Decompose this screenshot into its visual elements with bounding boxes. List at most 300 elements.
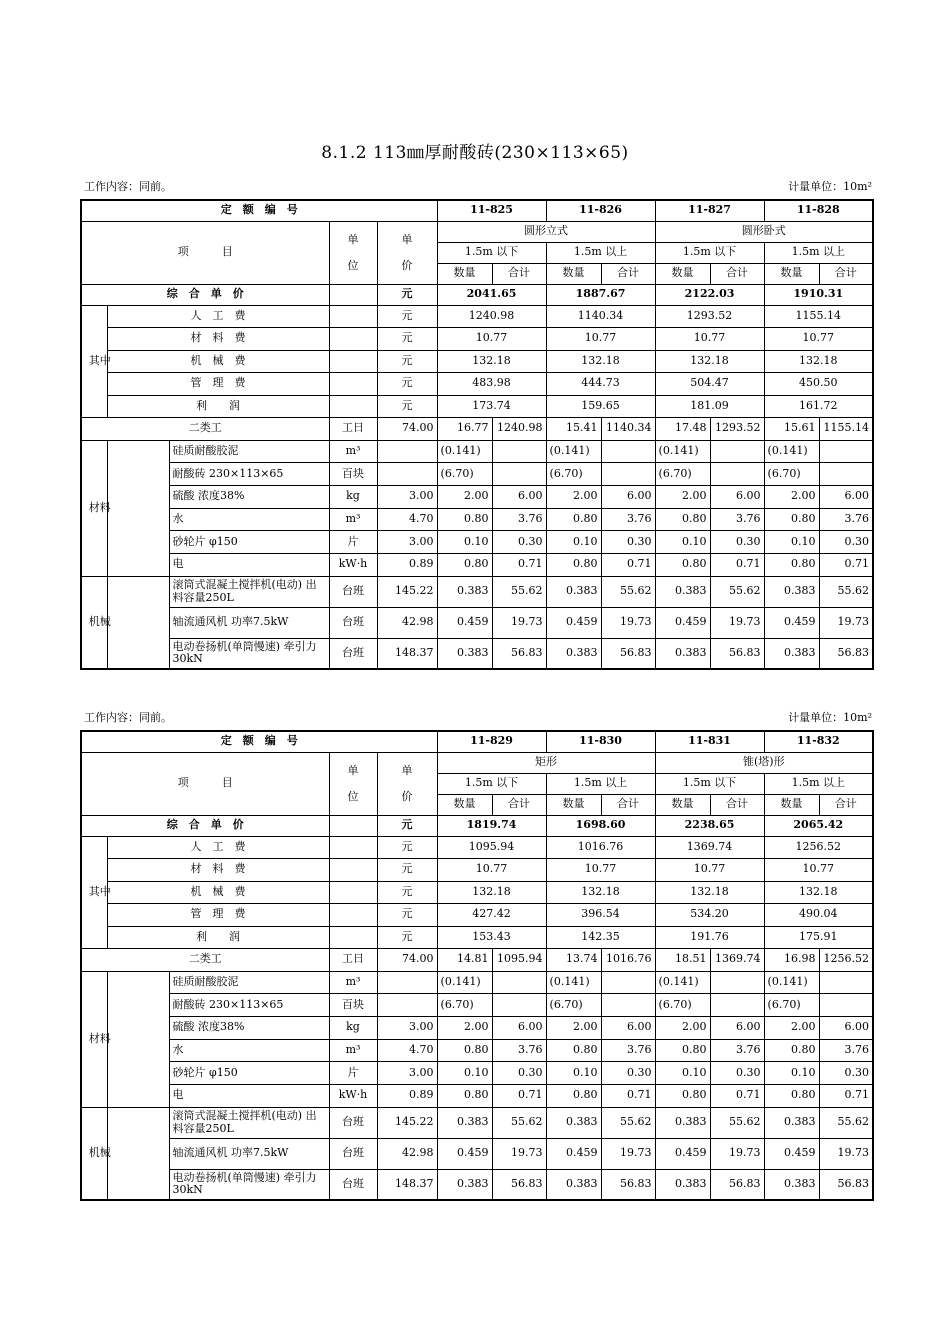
machine-qty: 0.383 [546, 638, 601, 669]
cost-unit: 元 [377, 926, 437, 949]
material-qty: (0.141) [437, 971, 492, 994]
material-qty: 0.80 [437, 553, 492, 576]
cost-material-value: 10.77 [764, 328, 873, 351]
worker-total: 1240.98 [492, 418, 546, 441]
material-name: 耐酸砖 230×113×65 [169, 463, 329, 486]
material-total: 3.76 [492, 508, 546, 531]
cost-material-value: 10.77 [546, 328, 655, 351]
qty-header: 数量 [655, 263, 710, 284]
machine-total: 56.83 [492, 638, 546, 669]
qty-header: 数量 [764, 263, 819, 284]
worker-qty: 14.81 [437, 949, 492, 972]
worker-total: 1155.14 [819, 418, 873, 441]
material-unit: 百块 [329, 463, 377, 486]
machine-name: 滚筒式混凝土搅拌机(电动) 出料容量250L [169, 1107, 329, 1138]
materials-group-label: 材料 [81, 971, 107, 1107]
material-qty: 0.10 [546, 1062, 601, 1085]
cost-profit-value: 161.72 [764, 395, 873, 418]
cost-spacer [329, 328, 377, 351]
machines-group-label: 机械 [81, 1107, 107, 1200]
materials-spacer [107, 971, 169, 1107]
cost-labor-label: 人 工 费 [107, 305, 329, 328]
machine-total: 19.73 [710, 607, 764, 638]
machine-qty: 0.383 [546, 576, 601, 607]
cost-unit: 元 [377, 904, 437, 927]
cost-profit-value: 175.91 [764, 926, 873, 949]
machine-total: 55.62 [492, 576, 546, 607]
material-qty: 0.10 [655, 531, 710, 554]
material-total [710, 994, 764, 1017]
material-total: 0.30 [601, 531, 655, 554]
worker-qty: 13.74 [546, 949, 601, 972]
cost-machine-value: 132.18 [655, 881, 764, 904]
machine-price: 145.22 [377, 1107, 437, 1138]
material-total [601, 440, 655, 463]
machine-unit: 台班 [329, 1169, 377, 1200]
material-qty: 0.80 [437, 1084, 492, 1107]
machine-qty: 0.383 [764, 638, 819, 669]
material-name: 水 [169, 1039, 329, 1062]
cost-material-label: 材 料 费 [107, 859, 329, 882]
machine-total: 55.62 [710, 1107, 764, 1138]
material-total [492, 971, 546, 994]
height-header: 1.5m 以下 [437, 773, 546, 794]
comp-price-value: 2041.65 [437, 284, 546, 305]
material-qty: 0.10 [546, 531, 601, 554]
material-qty: 0.80 [546, 553, 601, 576]
machine-qty: 0.383 [655, 1169, 710, 1200]
quota-code: 11-827 [655, 200, 764, 221]
quota-table [80, 730, 874, 1201]
comp-price-unit: 元 [377, 815, 437, 836]
cost-management-value: 427.42 [437, 904, 546, 927]
machine-total: 55.62 [710, 576, 764, 607]
cost-profit-value: 173.74 [437, 395, 546, 418]
quota-code: 11-829 [437, 731, 546, 752]
machine-qty: 0.383 [655, 1107, 710, 1138]
machine-qty: 0.383 [546, 1107, 601, 1138]
cost-profit-value: 153.43 [437, 926, 546, 949]
material-total: 3.76 [601, 508, 655, 531]
materials-spacer [107, 440, 169, 576]
material-qty: 2.00 [437, 1016, 492, 1039]
cost-material-label: 材 料 费 [107, 328, 329, 351]
cost-material-value: 10.77 [655, 859, 764, 882]
material-qty: (0.141) [655, 440, 710, 463]
material-qty: 2.00 [655, 485, 710, 508]
material-qty: 0.80 [655, 1039, 710, 1062]
material-total [492, 463, 546, 486]
cost-spacer [329, 305, 377, 328]
unit-header: 单位 [329, 221, 377, 284]
material-name: 硫酸 浓度38% [169, 485, 329, 508]
material-unit: kW·h [329, 1084, 377, 1107]
material-total: 0.30 [601, 1062, 655, 1085]
machine-qty: 0.383 [546, 1169, 601, 1200]
worker-total: 1256.52 [819, 949, 873, 972]
total-header: 合计 [819, 263, 873, 284]
cost-profit-value: 191.76 [655, 926, 764, 949]
material-total [601, 463, 655, 486]
material-unit: 百块 [329, 994, 377, 1017]
material-name: 硅质耐酸胶泥 [169, 971, 329, 994]
machine-total: 56.83 [819, 1169, 873, 1200]
cost-machine-value: 132.18 [764, 350, 873, 373]
cost-spacer [329, 881, 377, 904]
material-total: 3.76 [710, 1039, 764, 1062]
worker-label: 二类工 [81, 949, 329, 972]
material-unit: 片 [329, 531, 377, 554]
material-total [819, 971, 873, 994]
material-total [601, 994, 655, 1017]
machine-total: 55.62 [601, 1107, 655, 1138]
machine-qty: 0.383 [437, 1107, 492, 1138]
machine-qty: 0.459 [655, 1138, 710, 1169]
worker-total: 1369.74 [710, 949, 764, 972]
cost-machine-value: 132.18 [764, 881, 873, 904]
comp-price-value: 2065.42 [764, 815, 873, 836]
total-header: 合计 [601, 794, 655, 815]
cost-management-value: 490.04 [764, 904, 873, 927]
cost-spacer [329, 859, 377, 882]
material-unit: kW·h [329, 553, 377, 576]
material-unit: kg [329, 485, 377, 508]
machine-total: 56.83 [819, 638, 873, 669]
machine-qty: 0.459 [546, 607, 601, 638]
material-total [710, 463, 764, 486]
price-header: 单价 [377, 752, 437, 815]
material-qty: 0.80 [764, 553, 819, 576]
machine-qty: 0.383 [764, 576, 819, 607]
worker-qty: 15.41 [546, 418, 601, 441]
material-qty: 0.80 [437, 508, 492, 531]
material-total: 6.00 [601, 1016, 655, 1039]
machine-total: 56.83 [492, 1169, 546, 1200]
total-header: 合计 [710, 263, 764, 284]
item-header: 项 目 [81, 221, 329, 284]
worker-total: 1095.94 [492, 949, 546, 972]
qizhong-label: 其中 [81, 836, 107, 949]
worker-unit: 工日 [329, 418, 377, 441]
cost-spacer [329, 836, 377, 859]
cost-management-value: 396.54 [546, 904, 655, 927]
material-price [377, 971, 437, 994]
machines-spacer [107, 1107, 169, 1200]
material-price: 3.00 [377, 1016, 437, 1039]
material-total [819, 994, 873, 1017]
machine-qty: 0.383 [764, 1107, 819, 1138]
cost-labor-value: 1016.76 [546, 836, 655, 859]
machine-total: 56.83 [601, 1169, 655, 1200]
quota-code: 11-832 [764, 731, 873, 752]
material-total: 3.76 [710, 508, 764, 531]
machines-group-label: 机械 [81, 576, 107, 669]
material-qty: 0.80 [764, 1039, 819, 1062]
comp-price-value: 2238.65 [655, 815, 764, 836]
material-total: 0.71 [819, 553, 873, 576]
material-total: 3.76 [819, 508, 873, 531]
unit-note: 计量单位：10m² [788, 711, 872, 724]
machine-name: 电动卷扬机(单筒慢速) 牵引力30kN [169, 638, 329, 669]
material-total [819, 440, 873, 463]
total-header: 合计 [492, 794, 546, 815]
cost-labor-value: 1140.34 [546, 305, 655, 328]
material-qty: 0.80 [655, 1084, 710, 1107]
material-total [710, 971, 764, 994]
cost-material-value: 10.77 [764, 859, 873, 882]
material-total: 0.71 [710, 553, 764, 576]
material-total: 0.71 [492, 553, 546, 576]
height-header: 1.5m 以下 [655, 773, 764, 794]
material-name: 水 [169, 508, 329, 531]
machine-total: 56.83 [601, 638, 655, 669]
material-total: 0.71 [819, 1084, 873, 1107]
material-price: 3.00 [377, 485, 437, 508]
materials-group-label: 材料 [81, 440, 107, 576]
machine-qty: 0.383 [437, 576, 492, 607]
material-qty: 0.10 [437, 531, 492, 554]
material-total: 0.71 [601, 553, 655, 576]
worker-qty: 18.51 [655, 949, 710, 972]
cost-unit: 元 [377, 350, 437, 373]
cost-labor-value: 1240.98 [437, 305, 546, 328]
comp-price-unit-spacer [329, 815, 377, 836]
material-qty: (6.70) [437, 463, 492, 486]
material-price [377, 463, 437, 486]
machines-spacer [107, 576, 169, 669]
cost-unit: 元 [377, 881, 437, 904]
machine-total: 19.73 [492, 1138, 546, 1169]
material-unit: kg [329, 1016, 377, 1039]
material-total: 0.30 [710, 1062, 764, 1085]
material-total: 0.30 [492, 1062, 546, 1085]
worker-label: 二类工 [81, 418, 329, 441]
material-qty: (6.70) [546, 994, 601, 1017]
qty-header: 数量 [546, 263, 601, 284]
material-price: 3.00 [377, 531, 437, 554]
price-header: 单价 [377, 221, 437, 284]
cost-profit-value: 181.09 [655, 395, 764, 418]
qty-header: 数量 [437, 794, 492, 815]
machine-total: 55.62 [819, 1107, 873, 1138]
quota-code: 11-830 [546, 731, 655, 752]
worker-qty: 17.48 [655, 418, 710, 441]
cost-spacer [329, 904, 377, 927]
quota-table [80, 199, 874, 670]
machine-total: 55.62 [601, 576, 655, 607]
height-header: 1.5m 以上 [546, 242, 655, 263]
machine-qty: 0.383 [655, 638, 710, 669]
comp-price-unit: 元 [377, 284, 437, 305]
material-total: 6.00 [601, 485, 655, 508]
machine-qty: 0.459 [655, 607, 710, 638]
machine-name: 轴流通风机 功率7.5kW [169, 1138, 329, 1169]
material-qty: (6.70) [764, 994, 819, 1017]
cost-machine-value: 132.18 [655, 350, 764, 373]
material-qty: 2.00 [764, 1016, 819, 1039]
material-total: 6.00 [819, 1016, 873, 1039]
material-qty: 2.00 [437, 485, 492, 508]
cost-profit-value: 159.65 [546, 395, 655, 418]
machine-total: 19.73 [819, 607, 873, 638]
material-qty: 2.00 [655, 1016, 710, 1039]
material-qty: 0.80 [655, 553, 710, 576]
worker-total: 1140.34 [601, 418, 655, 441]
material-total: 0.30 [819, 1062, 873, 1085]
cost-machine-value: 132.18 [437, 350, 546, 373]
total-header: 合计 [492, 263, 546, 284]
comp-price-value: 1698.60 [546, 815, 655, 836]
material-total: 3.76 [819, 1039, 873, 1062]
height-header: 1.5m 以上 [764, 773, 873, 794]
cost-labor-value: 1293.52 [655, 305, 764, 328]
machine-name: 电动卷扬机(单筒慢速) 牵引力30kN [169, 1169, 329, 1200]
material-qty: 2.00 [764, 485, 819, 508]
material-qty: 2.00 [546, 1016, 601, 1039]
machine-unit: 台班 [329, 607, 377, 638]
material-total: 0.71 [601, 1084, 655, 1107]
cost-profit-value: 142.35 [546, 926, 655, 949]
item-header: 项 目 [81, 752, 329, 815]
machine-total: 55.62 [492, 1107, 546, 1138]
material-qty: (6.70) [546, 463, 601, 486]
material-total: 6.00 [492, 1016, 546, 1039]
height-header: 1.5m 以上 [764, 242, 873, 263]
page-title: 8.1.2 113㎜厚耐酸砖(230×113×65) [321, 143, 629, 163]
cost-unit: 元 [377, 395, 437, 418]
cost-machine-value: 132.18 [437, 881, 546, 904]
cost-machine-value: 132.18 [546, 350, 655, 373]
cost-unit: 元 [377, 305, 437, 328]
cost-material-value: 10.77 [546, 859, 655, 882]
qty-header: 数量 [437, 263, 492, 284]
machine-qty: 0.459 [764, 607, 819, 638]
material-name: 硫酸 浓度38% [169, 1016, 329, 1039]
group-header: 圆形立式 [437, 221, 655, 242]
cost-labor-value: 1256.52 [764, 836, 873, 859]
material-qty: 0.80 [546, 1039, 601, 1062]
machine-unit: 台班 [329, 1107, 377, 1138]
cost-management-label: 管 理 费 [107, 373, 329, 396]
machine-qty: 0.459 [437, 607, 492, 638]
qizhong-label: 其中 [81, 305, 107, 418]
material-qty: 2.00 [546, 485, 601, 508]
material-total: 6.00 [710, 1016, 764, 1039]
worker-total: 1293.52 [710, 418, 764, 441]
machine-total: 19.73 [601, 607, 655, 638]
material-total [710, 440, 764, 463]
material-price: 4.70 [377, 1039, 437, 1062]
machine-unit: 台班 [329, 576, 377, 607]
material-qty: (6.70) [655, 994, 710, 1017]
cost-management-value: 504.47 [655, 373, 764, 396]
material-qty: (0.141) [546, 440, 601, 463]
material-qty: 0.10 [764, 1062, 819, 1085]
material-name: 砂轮片 φ150 [169, 531, 329, 554]
cost-management-value: 450.50 [764, 373, 873, 396]
quota-code: 11-826 [546, 200, 655, 221]
material-total: 6.00 [819, 485, 873, 508]
work-content: 工作内容：同前。 [84, 180, 172, 193]
qty-header: 数量 [546, 794, 601, 815]
machine-name: 轴流通风机 功率7.5kW [169, 607, 329, 638]
cost-profit-label: 利 润 [107, 395, 329, 418]
material-qty: (0.141) [764, 971, 819, 994]
material-qty: (0.141) [655, 971, 710, 994]
worker-qty: 15.61 [764, 418, 819, 441]
cost-machine-value: 132.18 [546, 881, 655, 904]
cost-unit: 元 [377, 836, 437, 859]
code-header: 定 额 编 号 [81, 731, 437, 752]
material-total: 0.71 [492, 1084, 546, 1107]
qty-header: 数量 [655, 794, 710, 815]
material-qty: 0.10 [655, 1062, 710, 1085]
machine-price: 42.98 [377, 1138, 437, 1169]
unit-note: 计量单位：10m² [788, 180, 872, 193]
material-qty: (0.141) [546, 971, 601, 994]
total-header: 合计 [710, 794, 764, 815]
cost-labor-label: 人 工 费 [107, 836, 329, 859]
height-header: 1.5m 以下 [437, 242, 546, 263]
machine-price: 145.22 [377, 576, 437, 607]
machine-qty: 0.383 [437, 1169, 492, 1200]
worker-price: 74.00 [377, 949, 437, 972]
height-header: 1.5m 以上 [546, 773, 655, 794]
material-name: 砂轮片 φ150 [169, 1062, 329, 1085]
material-name: 电 [169, 553, 329, 576]
comp-price-label: 综 合 单 价 [81, 284, 329, 305]
material-unit: 片 [329, 1062, 377, 1085]
comp-price-value: 1819.74 [437, 815, 546, 836]
material-price [377, 994, 437, 1017]
cost-management-label: 管 理 费 [107, 904, 329, 927]
cost-labor-value: 1369.74 [655, 836, 764, 859]
comp-price-unit-spacer [329, 284, 377, 305]
height-header: 1.5m 以下 [655, 242, 764, 263]
code-header: 定 额 编 号 [81, 200, 437, 221]
cost-management-value: 483.98 [437, 373, 546, 396]
machine-total: 19.73 [819, 1138, 873, 1169]
machine-qty: 0.459 [546, 1138, 601, 1169]
material-price [377, 440, 437, 463]
material-total: 0.30 [819, 531, 873, 554]
material-total: 3.76 [492, 1039, 546, 1062]
machine-name: 滚筒式混凝土搅拌机(电动) 出料容量250L [169, 576, 329, 607]
worker-qty: 16.77 [437, 418, 492, 441]
material-qty: 0.80 [764, 1084, 819, 1107]
group-header: 矩形 [437, 752, 655, 773]
worker-price: 74.00 [377, 418, 437, 441]
machine-unit: 台班 [329, 638, 377, 669]
machine-price: 148.37 [377, 638, 437, 669]
machine-qty: 0.383 [655, 576, 710, 607]
material-qty: (6.70) [437, 994, 492, 1017]
cost-spacer [329, 926, 377, 949]
total-header: 合计 [819, 794, 873, 815]
material-total: 0.30 [492, 531, 546, 554]
cost-machine-label: 机 械 费 [107, 350, 329, 373]
machine-price: 148.37 [377, 1169, 437, 1200]
material-qty: 0.80 [437, 1039, 492, 1062]
material-name: 耐酸砖 230×113×65 [169, 994, 329, 1017]
machine-total: 56.83 [710, 1169, 764, 1200]
cost-spacer [329, 395, 377, 418]
cost-labor-value: 1095.94 [437, 836, 546, 859]
cost-spacer [329, 350, 377, 373]
cost-machine-label: 机 械 费 [107, 881, 329, 904]
machine-qty: 0.459 [764, 1138, 819, 1169]
cost-labor-value: 1155.14 [764, 305, 873, 328]
